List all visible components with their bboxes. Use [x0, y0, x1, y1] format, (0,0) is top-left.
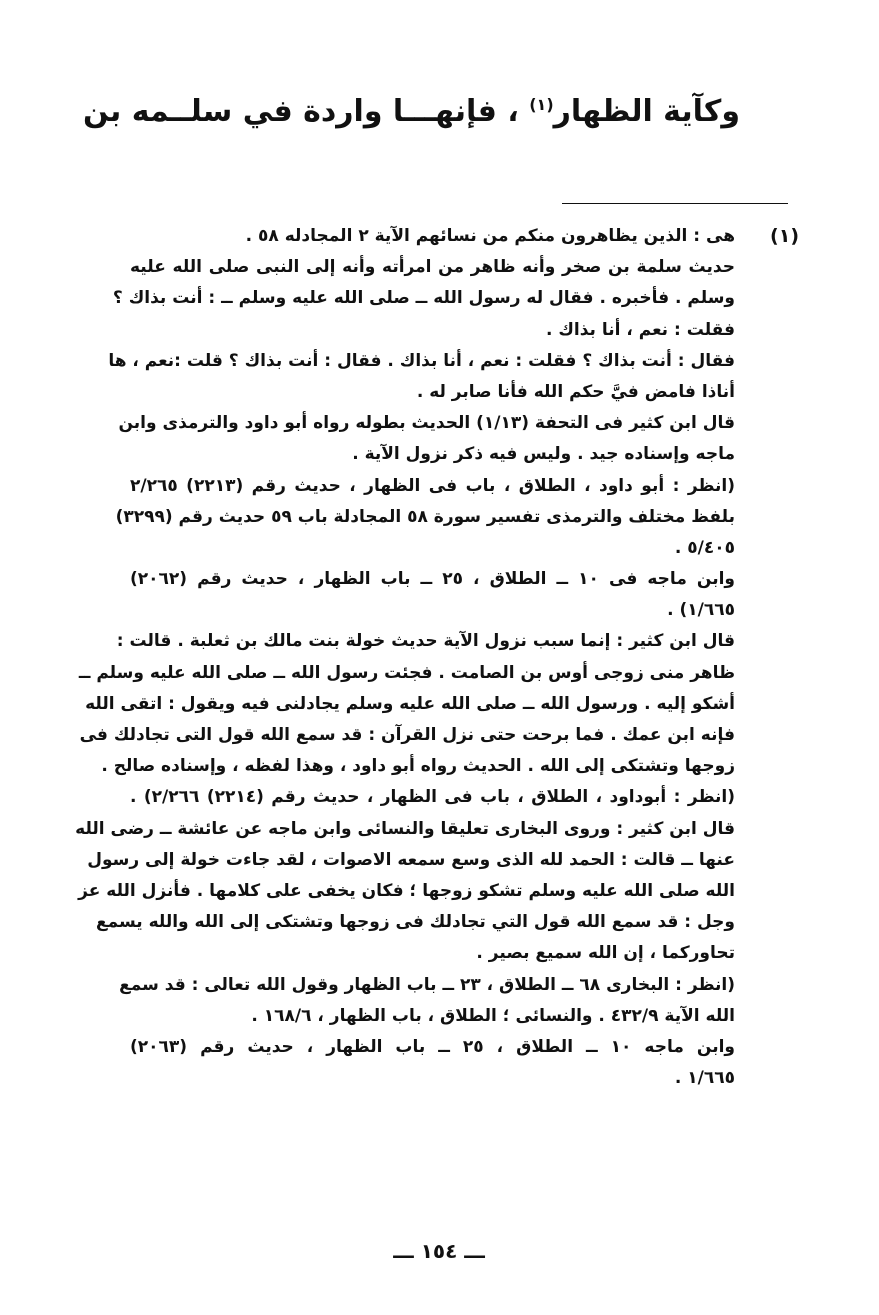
footnote-line: قال ابن كثير : وروى البخارى تعليقا والنسائى وابن ماجه عن عائشة ــ رضى الله	[75, 818, 735, 839]
footnote-line: بلفظ مختلف والترمذى تفسير سورة ٥٨ المجادلة باب ٥٩ حديث رقم (٣٢٩٩)	[115, 506, 735, 527]
footnote-line: ٥/٤٠٥ .	[674, 537, 735, 558]
footnote-reference[interactable]: (١)	[529, 95, 554, 114]
footnote-line: وجل : قد سمع الله قول التي تجادلك فى زوجها وتشتكى إلى الله والله يسمع	[95, 912, 735, 933]
footnote-line: قال ابن كثير فى التحفة (١/١٣) الحديث بطوله رواه أبو داود والترمذى وابن	[118, 413, 735, 434]
footnote-line: عنها ــ قالت : الحمد لله الذى وسع سمعه الاصوات ، لقد جاءت خولة إلى رسول	[87, 849, 735, 870]
footnote-line: ظاهر منى زوجى أوس بن الصامت . فجئت رسول الله ــ صلى الله عليه وسلم ــ	[78, 662, 735, 683]
footnote-line: قال ابن كثير : إنما سبب نزول الآية حديث خولة بنت مالك بن ثعلبة . قالت :	[116, 631, 735, 652]
footnote-line: (انظر : أبو داود ، الطلاق ، باب فى الظهار ، حديث رقم (٢٢١٣) ٢/٢٦٥	[130, 475, 735, 496]
footnote-line: حديث سلمة بن صخر وأنه ظاهر من امرأته وأنه إلى النبى صلى الله عليه	[130, 257, 735, 278]
footnote-line: تحاوركما ، إن الله سميع بصير .	[476, 943, 735, 964]
footnote-line: فقلت : نعم ، أنا بذاك .	[545, 319, 735, 340]
main-text-after-note: ، فإنهـــا واردة في سلــمه بن	[83, 94, 519, 129]
footnote-line: (انظر : أبوداود ، الطلاق ، باب فى الظهار ، حديث رقم (٢٢١٤) ٢/٢٦٦) .	[130, 787, 735, 808]
footnote-line: وسلم . فأخبره . فقال له رسول الله ــ صلى الله عليه وسلم ــ : أنت بذاك ؟	[112, 288, 735, 309]
footnote-line: وابن ماجه ١٠ ــ الطلاق ، ٢٥ ــ باب الظهار ، حديث رقم (٢٠٦٣)	[130, 1036, 735, 1057]
footnote-line: أشكو إليه . ورسول الله ــ صلى الله عليه وسلم يجادلنى فيه ويقول : اتقى الله	[85, 693, 735, 714]
footnote-separator	[562, 203, 788, 204]
footnote-line: الله صلى الله عليه وسلم تشكو زوجها ؛ فكان يخفى على كلامها . فأنزل الله عز	[78, 880, 735, 901]
footnote-line: ماجه وإسناده جيد . وليس فيه ذكر نزول الآية .	[352, 444, 735, 465]
footnote-line: زوجها وتشتكى إلى الله . الحديث رواه أبو داود ، وهذا لفظه ، وإسناده صالح .	[101, 756, 735, 777]
footnote-line: الله الآية ٤٣٢/٩ . والنسائى ؛ الطلاق ، باب الظهار ، ١٦٨/٦ .	[251, 1005, 735, 1026]
main-text-line	[83, 88, 740, 136]
footnote-line: أناذا فامض فيَّ حكم الله فأنا صابر له .	[416, 381, 735, 402]
footnote-line: فإنه ابن عمك . فما برحت حتى نزل القرآن : قد سمع الله قول التى تجادلك فى	[79, 725, 735, 745]
footnote-line: هى : الذين يظاهرون منكم من نسائهم الآية ٢ المجادله ٥٨ .	[245, 226, 735, 246]
footnote-line: (انظر : البخارى ٦٨ ــ الطلاق ، ٢٣ ــ باب الظهار وقول الله تعالى : قد سمع	[119, 974, 735, 995]
footnote-line: وابن ماجه فى ١٠ ــ الطلاق ، ٢٥ ــ باب الظهار ، حديث رقم (٢٠٦٢)	[130, 569, 735, 590]
footnote-marker: (١)	[770, 225, 799, 247]
page-number: ـــ ١٥٤ ـــ	[393, 1239, 485, 1263]
footnote-line: فقال : أنت بذاك ؟ فقلت : نعم ، أنا بذاك . فقال : أنت بذاك ؟ قلت :نعم ، ها	[108, 350, 735, 371]
footnote-line: ١/٦٦٥ .	[674, 1068, 735, 1089]
footnote-line: ١/٦٦٥) .	[667, 600, 735, 621]
footnote-body	[75, 221, 735, 1094]
main-text-before-note: وكآية الظهار	[553, 94, 740, 129]
